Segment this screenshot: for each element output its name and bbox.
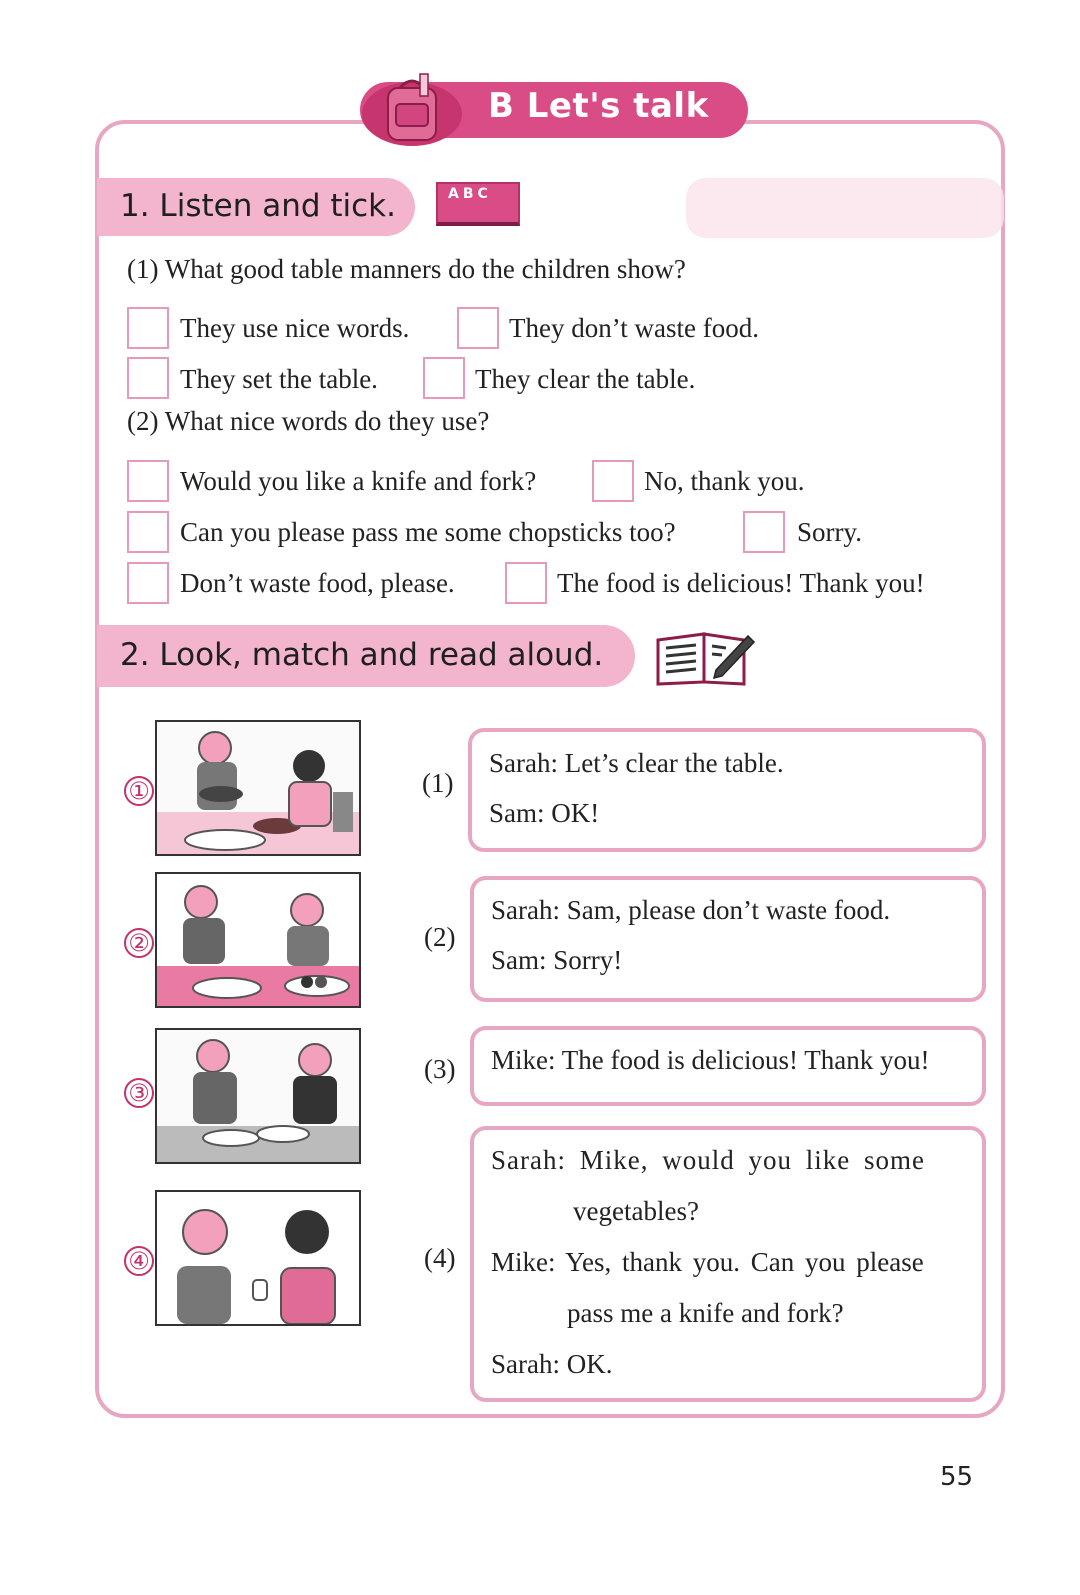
option-label: They use nice words. <box>180 313 410 343</box>
picture-3-delicious <box>155 1028 361 1164</box>
dialogue-line: Sarah: Sam, please don’t waste food. <box>491 895 891 925</box>
dialogue-line: Sarah: Mike, would you like some <box>491 1145 925 1175</box>
picture-label-2: ② <box>124 928 154 958</box>
dialogue-line: Mike: Yes, thank you. Can you please <box>491 1247 924 1277</box>
book-pencil-icon <box>656 630 756 686</box>
dialogue-line: Sarah: OK. <box>491 1349 613 1379</box>
picture-4-vegetables <box>155 1190 361 1326</box>
dialogue-line: pass me a knife and fork? <box>567 1298 844 1328</box>
option-label: Don’t waste food, please. <box>180 568 455 598</box>
picture-label-1: ① <box>124 776 154 806</box>
picture-label-3: ③ <box>124 1078 154 1108</box>
option-label: Would you like a knife and fork? <box>180 466 537 496</box>
dialogue-line: Sam: OK! <box>489 798 600 828</box>
section2-title: 2. Look, match and read aloud. <box>120 637 604 673</box>
page-number: 55 <box>940 1462 974 1492</box>
dialogue-number-1: (1) <box>422 768 454 798</box>
dialogue-number-4: (4) <box>424 1243 456 1273</box>
question-2: (2) What nice words do they use? <box>127 406 490 436</box>
picture-2-waste-food <box>155 872 361 1008</box>
picture-1-clear-table <box>155 720 361 856</box>
option-label: No, thank you. <box>644 466 805 496</box>
checkbox-pass-chopsticks[interactable] <box>127 511 169 553</box>
dialogue-line: Sam: Sorry! <box>491 945 623 975</box>
section1-title: 1. Listen and tick. <box>120 188 396 224</box>
option-label: Sorry. <box>797 517 862 547</box>
option-label: They clear the table. <box>475 364 696 394</box>
checkbox-food-delicious[interactable] <box>505 562 547 604</box>
question-1: (1) What good table manners do the children show? <box>127 254 686 284</box>
picture-label-4: ④ <box>124 1246 154 1276</box>
dialogue-number-2: (2) <box>424 922 456 952</box>
checkbox-use-nice-words[interactable] <box>127 307 169 349</box>
dialogue-line: Mike: The food is delicious! Thank you! <box>491 1045 930 1075</box>
backpack-icon <box>356 70 468 150</box>
dialogue-line: vegetables? <box>573 1196 699 1226</box>
section-title: B Let's talk <box>488 86 709 126</box>
checkbox-dont-waste-food[interactable] <box>457 307 499 349</box>
option-label: The food is delicious! Thank you! <box>557 568 925 598</box>
option-label: They don’t waste food. <box>509 313 759 343</box>
checkbox-dont-waste-please[interactable] <box>127 562 169 604</box>
option-label: Can you please pass me some chopsticks too? <box>180 517 676 547</box>
abc-badge-label: ABC <box>448 186 492 202</box>
decorative-band <box>686 178 1004 238</box>
dialogue-number-3: (3) <box>424 1054 456 1084</box>
checkbox-sorry[interactable] <box>743 511 785 553</box>
checkbox-clear-table[interactable] <box>423 357 465 399</box>
dialogue-box-1 <box>468 728 986 852</box>
abc-badge <box>436 182 520 226</box>
checkbox-knife-fork[interactable] <box>127 460 169 502</box>
option-label: They set the table. <box>180 364 378 394</box>
checkbox-set-table[interactable] <box>127 357 169 399</box>
checkbox-no-thank-you[interactable] <box>592 460 634 502</box>
dialogue-line: Sarah: Let’s clear the table. <box>489 748 784 778</box>
